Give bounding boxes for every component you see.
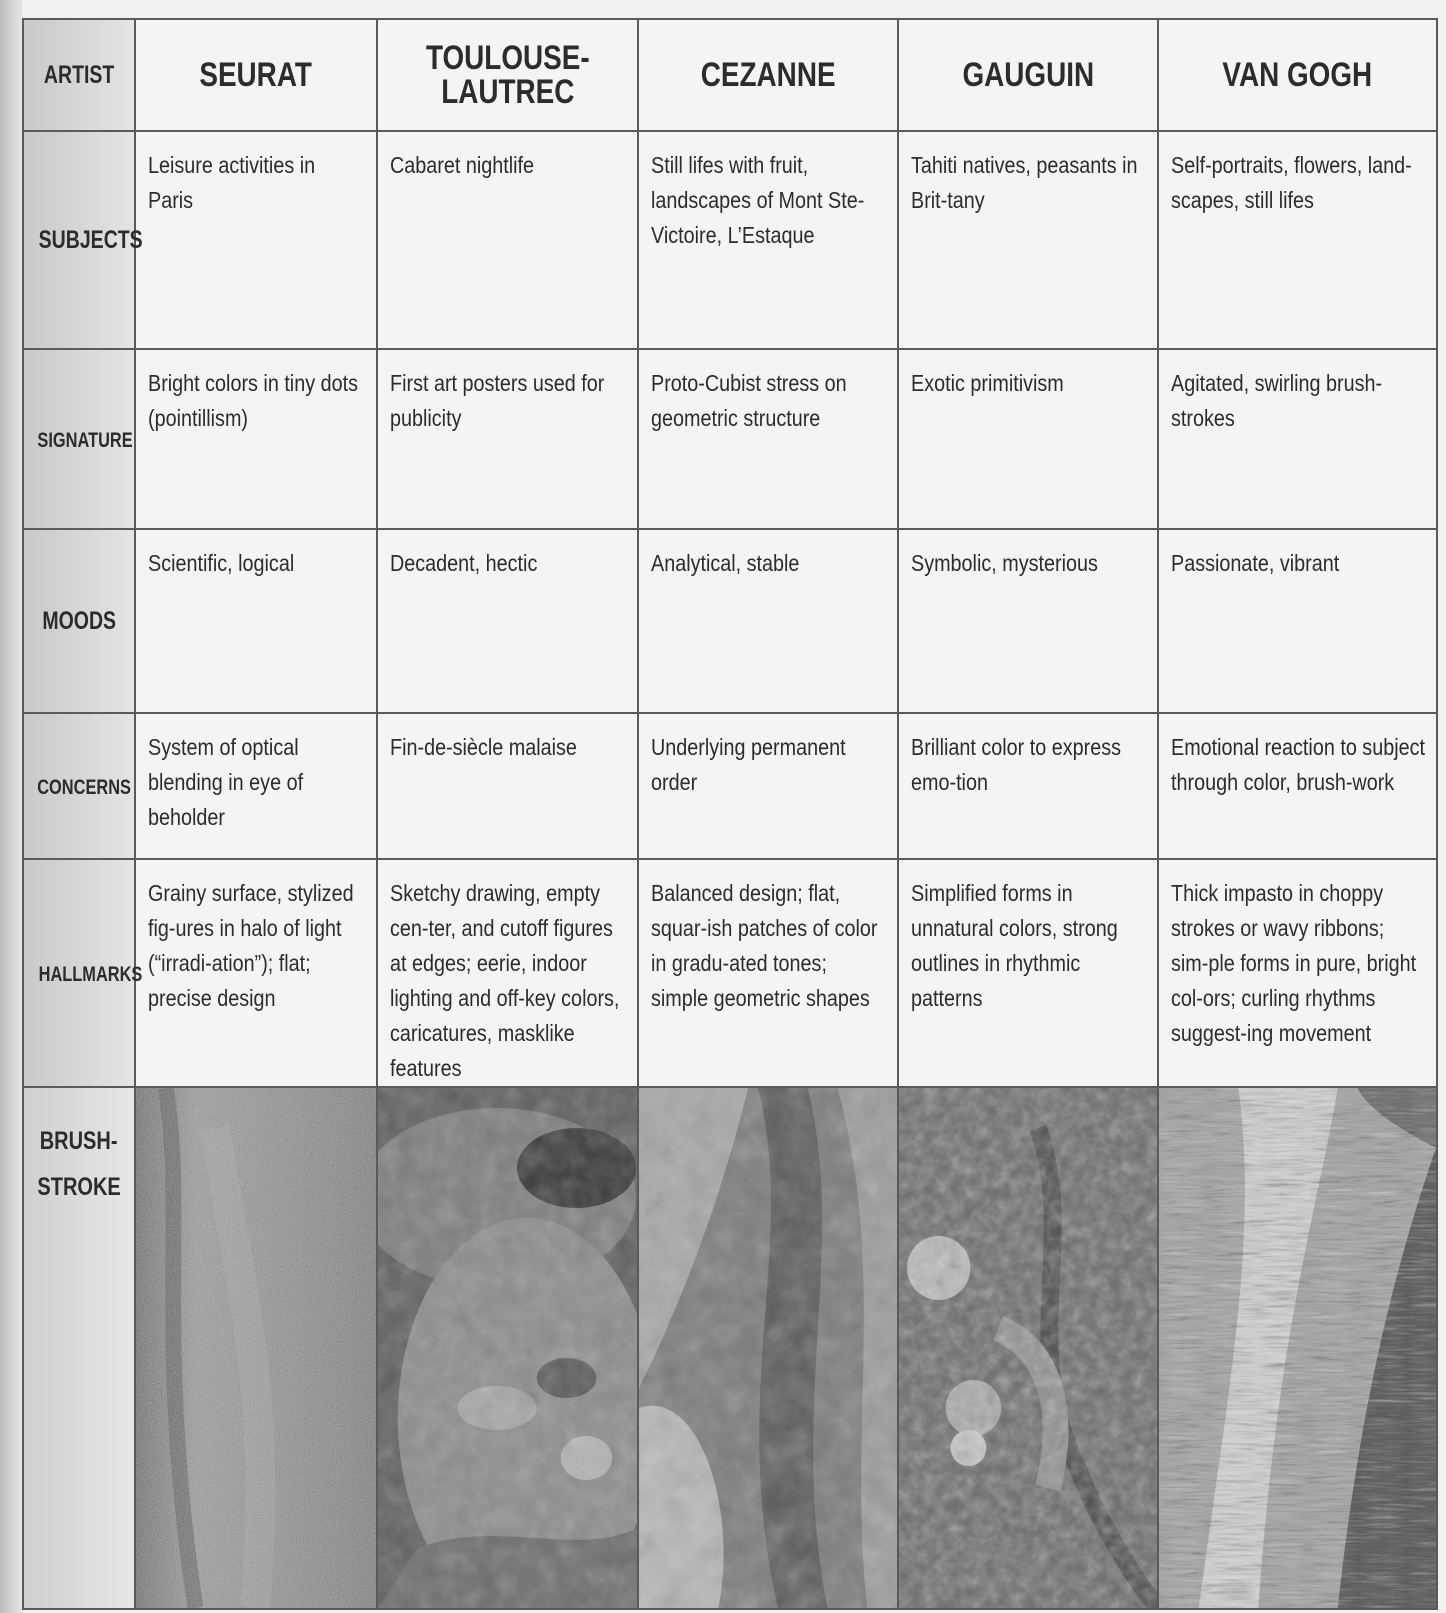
table-row-hallmarks [23, 859, 1437, 1087]
brushstroke-image-gauguin [898, 1087, 1158, 1609]
cell-text: Simplified forms in unnatural colors, strong outlines in rhythmic patterns [911, 880, 1118, 1011]
cell-text: Analytical, stable [651, 550, 800, 576]
table-cell [135, 529, 377, 713]
artist-label: ARTIST [43, 60, 115, 89]
table-row-concerns [23, 713, 1437, 859]
cell-text: Thick impasto in choppy strokes or wavy ribbons; sim-ple forms in pure, bright col-ors; curling rhythms suggest-ing movement [1171, 880, 1417, 1046]
table-cell [898, 859, 1158, 1087]
cell-text: Sketchy drawing, empty cen-ter, and cutoff figures at edges; eerie, indoor lighting and off-key colors, caricatures, masklike features [390, 880, 620, 1081]
gauguin-texture-image [899, 1088, 1157, 1608]
table-cell [638, 131, 898, 349]
artist-name: VAN GOGH [1222, 56, 1373, 94]
cell-text: Passionate, vibrant [1171, 550, 1340, 576]
cell-text: System of optical blending in eye of beholder [148, 734, 304, 830]
table-cell [1158, 131, 1437, 349]
table-cell [1158, 529, 1437, 713]
toulouse-lautrec-texture-image [378, 1088, 637, 1608]
cell-text: Grainy surface, stylized fig-ures in halo of light (“irradi-ation”); flat; precise design [148, 880, 354, 1011]
table-cell [377, 859, 638, 1087]
table-row-moods [23, 529, 1437, 713]
van-gogh-texture-image [1159, 1088, 1436, 1608]
cell-text: Underlying permanent order [651, 734, 846, 795]
cezanne-texture-image [639, 1088, 897, 1608]
cell-text: Still lifes with fruit, landscapes of Mont Ste-Victoire, L’Estaque [651, 152, 865, 248]
cell-text: Emotional reaction to subject through color, brush-work [1171, 734, 1425, 795]
cell-text: Fin-de-siècle malaise [390, 734, 577, 760]
row-label: HALLMARKS [38, 962, 143, 986]
cell-text: Agitated, swirling brush-strokes [1171, 370, 1383, 431]
cell-text: Balanced design; flat, squar-ish patches of color in gradu-ated tones; simple geometric shapes [651, 880, 878, 1011]
cell-text: Cabaret nightlife [390, 152, 535, 178]
cell-text: Self-portraits, flowers, land-scapes, still lifes [1171, 152, 1412, 213]
page-edge-shadow [0, 0, 22, 1613]
cell-text: Exotic primitivism [911, 370, 1064, 396]
cell-text: Symbolic, mysterious [911, 550, 1098, 576]
cell-text: Leisure activities in Paris [148, 152, 316, 213]
artist-header-cezanne [638, 19, 898, 131]
table-cell [898, 713, 1158, 859]
artist-name: GAUGUIN [962, 56, 1094, 94]
table-cell [135, 859, 377, 1087]
post-impressionists-comparison-table [22, 18, 1438, 1610]
table-cell [898, 131, 1158, 349]
artist-header-seurat [135, 19, 377, 131]
cell-text: Brilliant color to express emo-tion [911, 734, 1121, 795]
brushstroke-image-cezanne [638, 1087, 898, 1609]
row-label-brushstroke [23, 1087, 135, 1609]
table-cell [898, 349, 1158, 529]
table-row-brushstroke [23, 1087, 1437, 1609]
table-row-subjects [23, 131, 1437, 349]
row-label-line: BRUSH- [40, 1127, 118, 1155]
brushstroke-image-van-gogh [1158, 1087, 1437, 1609]
artist-name: SEURAT [199, 56, 313, 94]
row-label: CONCERNS [37, 775, 131, 799]
table-cell [1158, 859, 1437, 1087]
row-label-hallmarks [23, 859, 143, 1087]
table-cell [638, 713, 898, 859]
artist-name: TOULOUSE- LAUTREC [425, 39, 590, 111]
row-label: SIGNATURE [37, 428, 133, 452]
table-cell [638, 349, 898, 529]
table-cell [1158, 349, 1437, 529]
row-label-moods [23, 529, 135, 713]
table-cell [377, 349, 638, 529]
brushstroke-image-seurat [135, 1087, 377, 1609]
artist-header-gauguin [898, 19, 1158, 131]
table-cell [377, 529, 638, 713]
artist-header-toulouse-lautrec [377, 19, 638, 131]
table-cell [898, 529, 1158, 713]
table-cell [135, 713, 377, 859]
artist-label-cell [23, 19, 135, 131]
row-label-concerns [23, 713, 135, 859]
table-cell [377, 131, 638, 349]
row-label: MOODS [42, 606, 116, 635]
table-cell [1158, 713, 1437, 859]
cell-text: Proto-Cubist stress on geometric structure [651, 370, 847, 431]
table-cell [638, 859, 898, 1087]
brushstroke-image-toulouse-lautrec [377, 1087, 638, 1609]
header-row [23, 19, 1437, 131]
row-label-signature [23, 349, 135, 529]
cell-text: Scientific, logical [148, 550, 295, 576]
table-cell [638, 529, 898, 713]
table-cell [135, 349, 377, 529]
artist-header-van-gogh [1158, 19, 1437, 131]
table-row-signature [23, 349, 1437, 529]
cell-text: Tahiti natives, peasants in Brit-tany [911, 152, 1138, 213]
cell-text: Decadent, hectic [390, 550, 538, 576]
row-label: SUBJECTS [38, 225, 143, 254]
seurat-texture-image [136, 1088, 376, 1608]
cell-text: First art posters used for publicity [390, 370, 605, 431]
table-cell [135, 131, 377, 349]
table-cell [377, 713, 638, 859]
row-label-line: STROKE [37, 1173, 121, 1201]
cell-text: Bright colors in tiny dots (pointillism) [148, 370, 358, 431]
row-label-subjects [23, 131, 143, 349]
artist-name: CEZANNE [700, 56, 836, 94]
